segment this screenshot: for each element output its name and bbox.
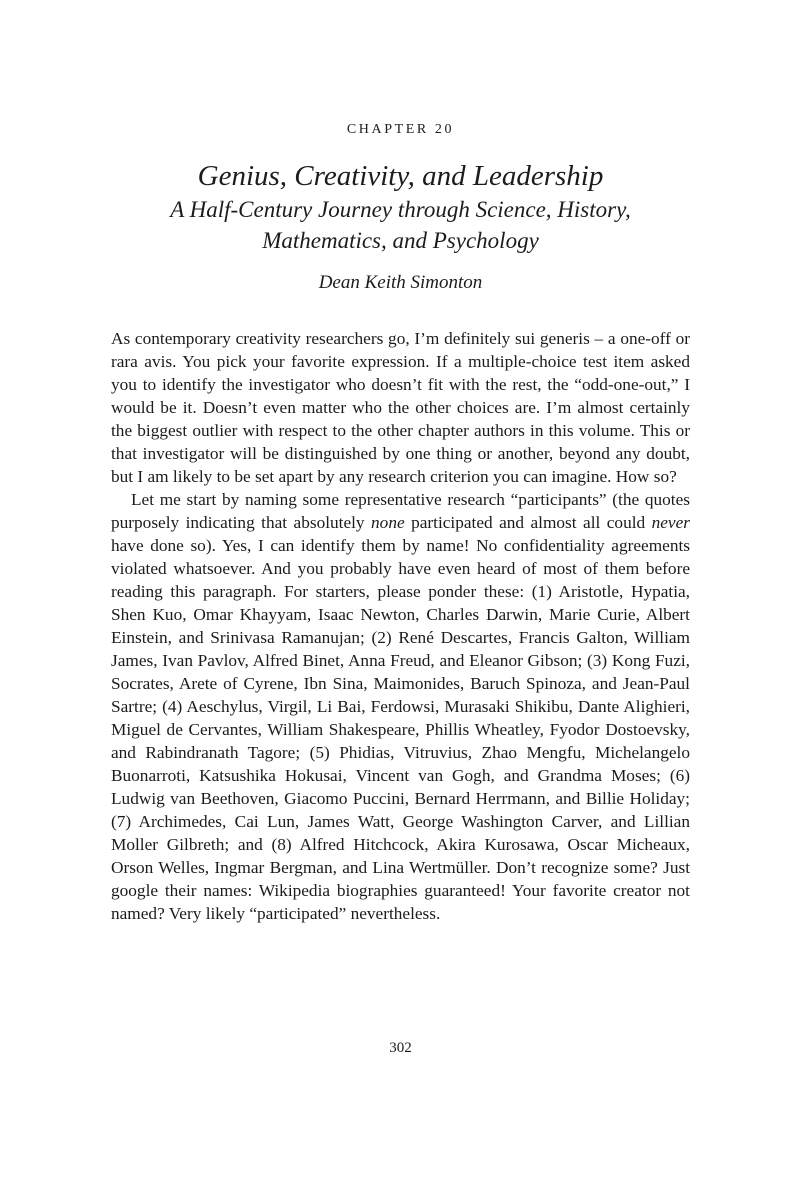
- paragraph-2-part-2: participated and almost all could: [404, 513, 652, 532]
- body-text: [111, 327, 690, 925]
- chapter-subtitle-line-1: A Half-Century Journey through Science, History,: [170, 197, 631, 222]
- paragraph-1: As contemporary creativity researchers go, I’m definitely sui generis – a one-off or rara avis. You pick your favorite expression. If a multiple-choice test item asked you to identify the investigator who doesn’t fit with the rest, the “odd-one-out,” I would be it. Doesn’t even matter who the other choices are. I’m almost certainly the biggest outlier with respect to the other chapter authors in this volume. This or that investigator will be distinguished by one thing or another, beyond any doubt, but I am likely to be set apart by any research criterion you can imagine. How so?: [111, 329, 690, 486]
- chapter-author: Dean Keith Simonton: [318, 272, 483, 293]
- paragraph-2: [111, 488, 690, 925]
- chapter-title: Genius, Creativity, and Leadership: [197, 160, 604, 192]
- emphasis-never: never: [651, 513, 690, 532]
- chapter-label: CHAPTER 20: [346, 122, 455, 137]
- emphasis-none: none: [371, 513, 405, 532]
- paragraph-2-part-1: Let me start by naming some representative research “participants” (the quotes purposely indicating that absolutely: [111, 490, 690, 532]
- chapter-subtitle-line-2: Mathematics, and Psychology: [262, 228, 539, 253]
- paragraph-2-part-3: have done so). Yes, I can identify them by name! No confidentiality agreements violated whatsoever. And you probably have even heard of most of them before reading this paragraph. For starters, please ponder these: (1) Aristotle, Hypatia, Shen Kuo, Omar Khayyam, Isaac Newton, Charles Darwin, Marie Curie, Albert Einstein, and Srinivasa Ramanujan; (2) René Descartes, Francis Galton, William James, Ivan Pavlov, Alfred Binet, Anna Freud, and Eleanor Gibson; (3) Kong Fuzi, Socrates, Arete of Cyrene, Ibn Sina, Maimonides, Baruch Spinoza, and Jean-Paul Sartre; (4) Aeschylus, Virgil, Li Bai, Ferdowsi, Murasaki Shikibu, Dante Alighieri, Miguel de Cervantes, William Shakespeare, Phillis Wheatley, Fyodor Dostoevsky, and Rabindranath Tagore; (5) Phidias, Vitruvius, Zhao Mengfu, Michelangelo Buonarroti, Katsushika Hokusai, Vincent van Gogh, and Grandma Moses; (6) Ludwig van Beethoven, Giacomo Puccini, Bernard Herrmann, and Billie Holiday; (7) Archimedes, Cai Lun, James Watt, George Washington Carver, and Lillian Moller Gilbreth; and (8) Alfred Hitchcock, Akira Kurosawa, Oscar Micheaux, Orson Welles, Ingmar Bergman, and Lina Wertmüller. Don’t recognize some? Just google their names: Wikipedia biographies guaranteed! Your favorite creator not named? Very likely “participated” nevertheless.: [111, 536, 690, 923]
- chapter-title-block: [0, 158, 801, 256]
- page-number: 302: [389, 1040, 412, 1056]
